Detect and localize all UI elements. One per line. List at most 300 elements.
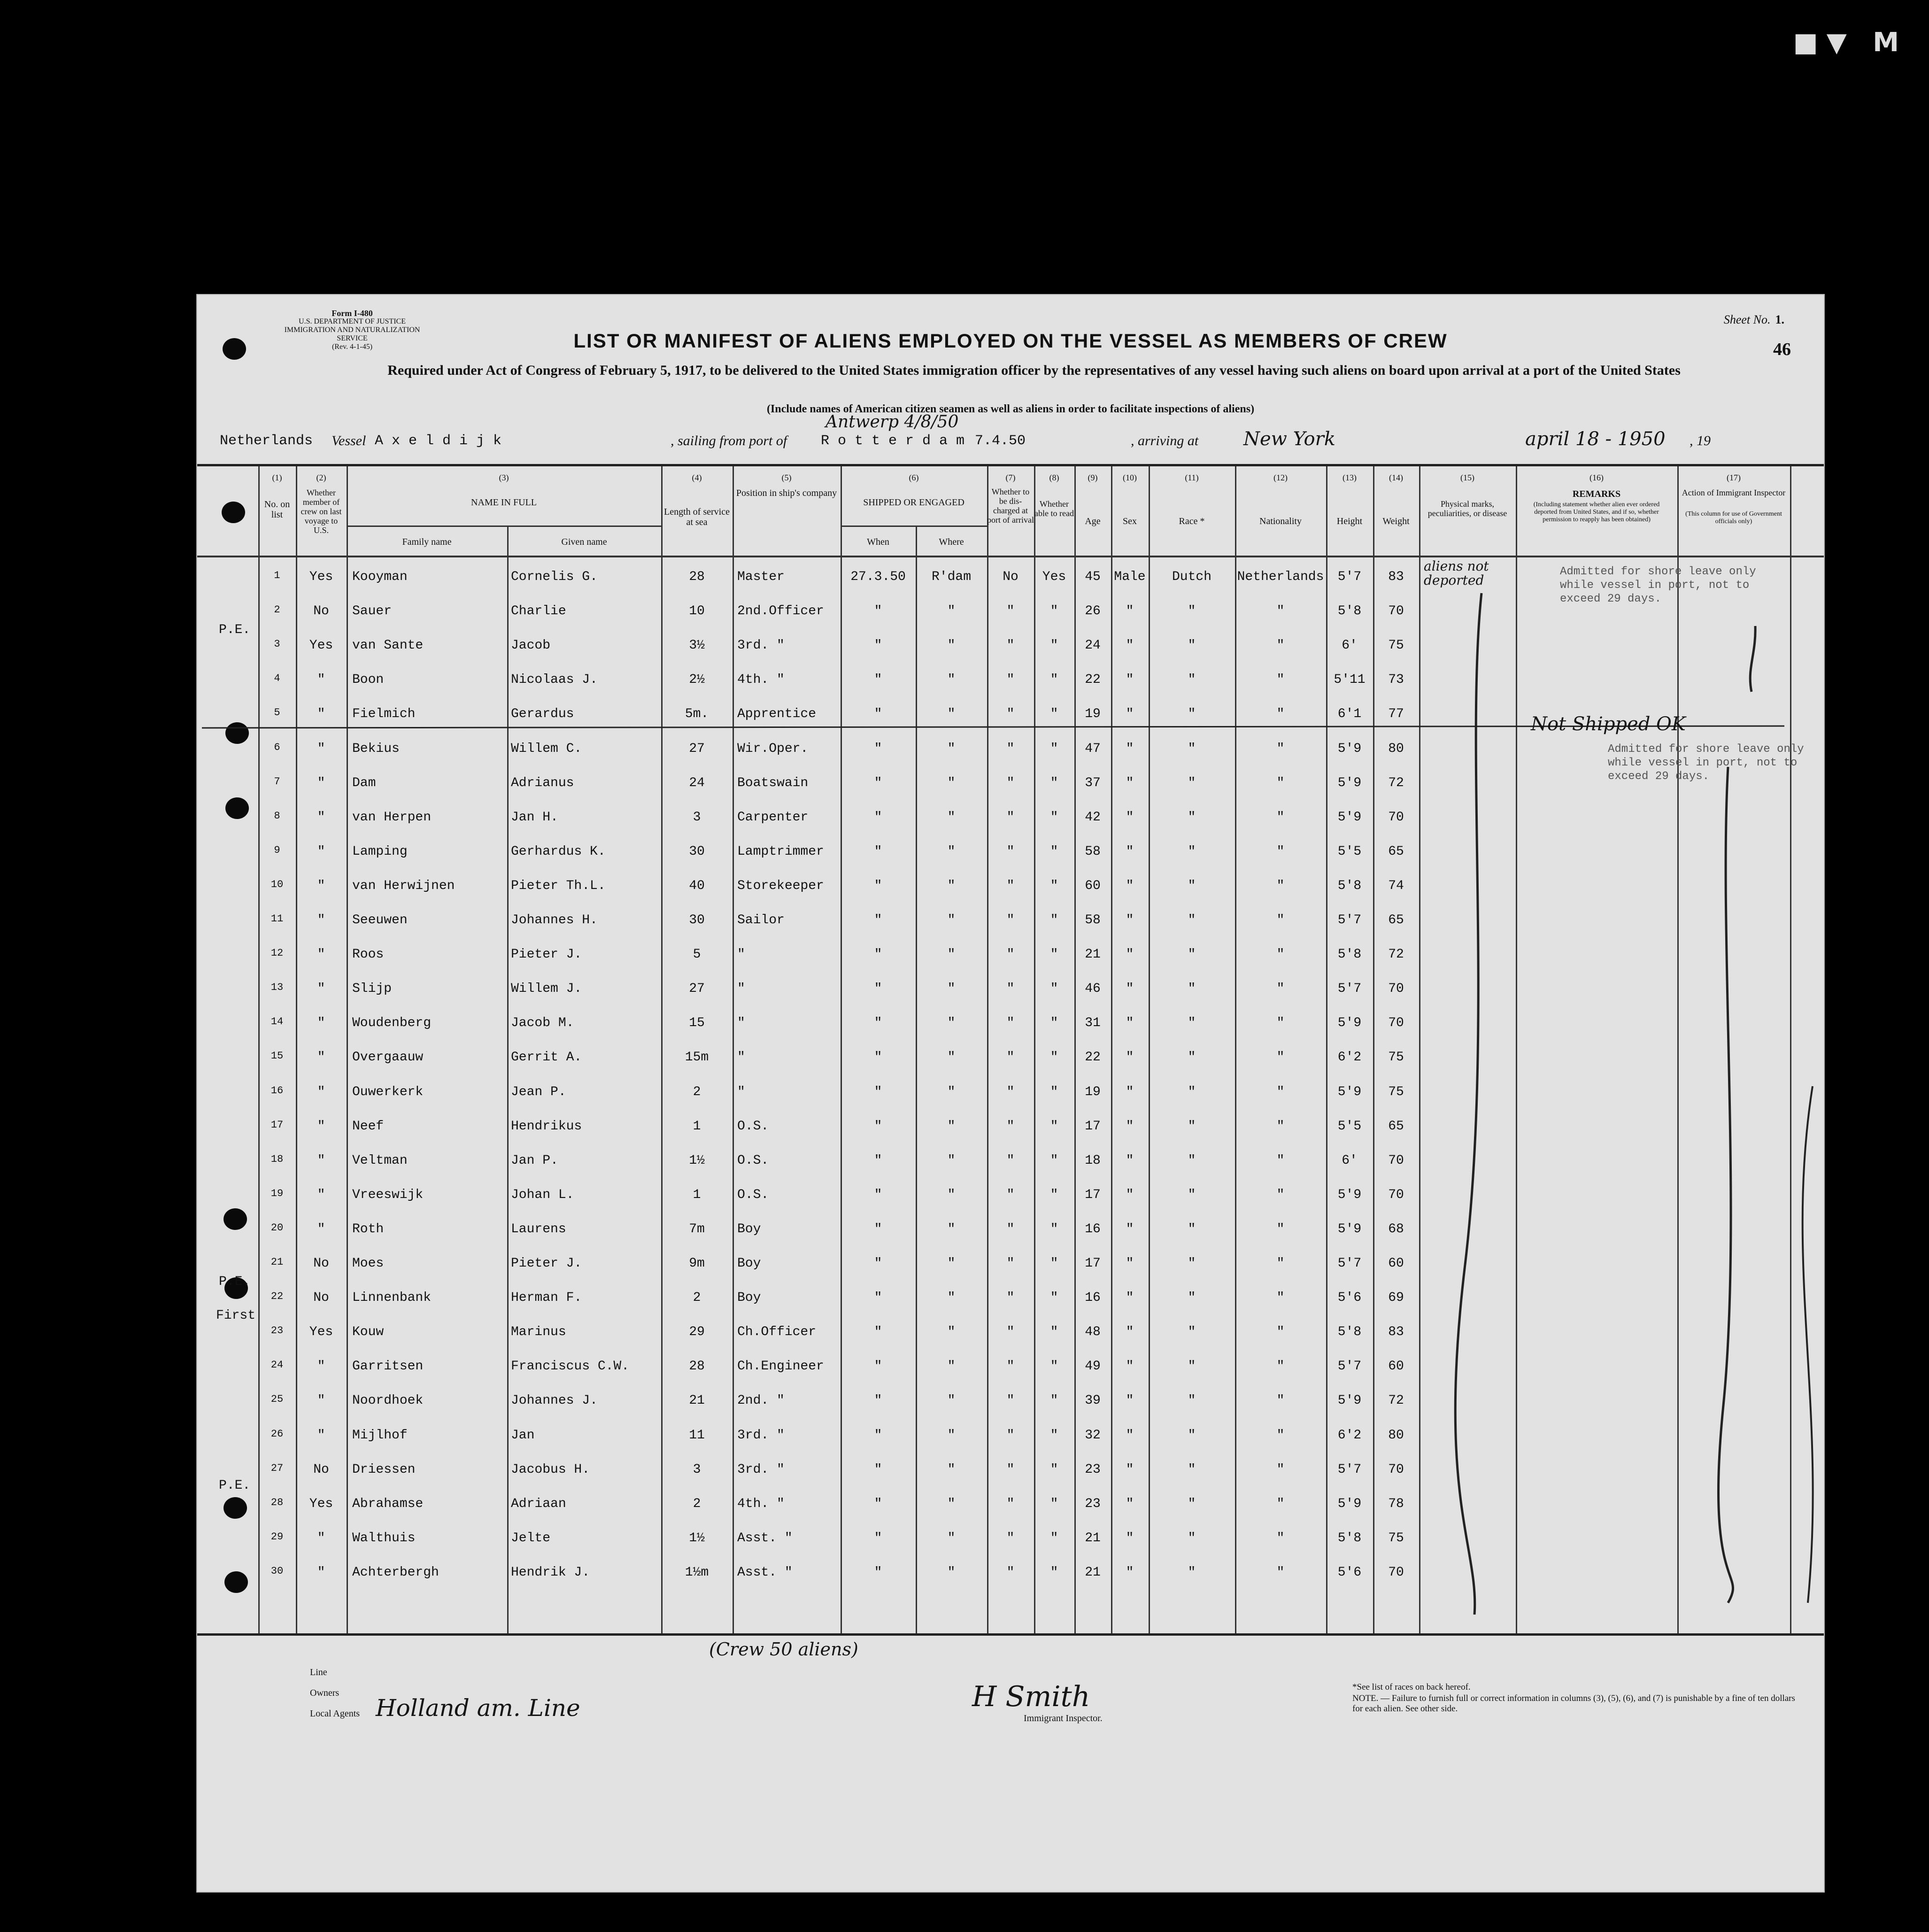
cell-given: Jacob: [511, 638, 551, 653]
cell-height: 5'9: [1337, 1496, 1362, 1511]
cell-sex: ": [1126, 1565, 1134, 1580]
cell-weight: 70: [1388, 1462, 1404, 1477]
cell-given: Gerhardus K.: [511, 844, 606, 859]
cell-service: 1½: [689, 1153, 705, 1168]
cell-nationality: ": [1276, 1428, 1285, 1443]
header-sex: Sex: [1123, 516, 1137, 526]
footer-races-note: *See list of races on back hereof.: [1352, 1682, 1471, 1692]
cell-race: ": [1188, 810, 1196, 825]
cell-service: 28: [689, 1359, 705, 1374]
cell-when: ": [874, 741, 882, 756]
cell-weight: 75: [1388, 638, 1404, 653]
cell-race: ": [1188, 878, 1196, 893]
cell-given: Jacob M.: [511, 1016, 574, 1031]
cell-member: ": [317, 913, 325, 927]
cell-service: 30: [689, 844, 705, 859]
cell-when: ": [874, 1291, 882, 1306]
header-nationality: Nationality: [1259, 516, 1302, 526]
cell-discharged: ": [1006, 844, 1015, 859]
cell-discharged: ": [1006, 1084, 1015, 1099]
cell-when: ": [874, 1530, 882, 1546]
handwritten-not-shipped: Not Shipped OK: [1531, 713, 1686, 735]
cell-no: 15: [270, 1050, 284, 1062]
cell-given: Jan H.: [511, 810, 558, 825]
cell-member: ": [317, 1359, 325, 1374]
cell-no: 24: [270, 1359, 284, 1371]
cell-no: 25: [270, 1393, 284, 1406]
cell-given: Hendrikus: [511, 1119, 582, 1134]
cell-read: ": [1050, 1187, 1058, 1202]
cell-race: ": [1188, 1325, 1196, 1340]
cell-sex: ": [1126, 1050, 1134, 1065]
header-action-note: (This column for use of Government officials only): [1685, 510, 1782, 525]
cell-where: ": [947, 604, 956, 619]
cell-height: 5'6: [1337, 1565, 1362, 1580]
cell-race: ": [1188, 1050, 1196, 1065]
cell-member: ": [317, 775, 325, 790]
form-service: IMMIGRATION AND NATURALIZATION SERVICE: [284, 326, 420, 342]
cell-discharged: ": [1006, 1565, 1015, 1580]
cell-height: 5'7: [1337, 1256, 1362, 1271]
cell-weight: 69: [1388, 1291, 1404, 1306]
cell-height: 5'9: [1337, 775, 1362, 790]
cell-where: ": [947, 844, 956, 859]
cell-no: 28: [270, 1496, 284, 1508]
cell-read: ": [1050, 1428, 1058, 1443]
cell-service: 10: [689, 604, 705, 619]
cell-family: Roos: [352, 947, 384, 962]
cell-service: 1½m: [685, 1565, 709, 1580]
cell-read: ": [1050, 741, 1058, 756]
col-number: (10): [1123, 473, 1137, 482]
cell-member: Yes: [309, 1496, 333, 1511]
handwritten-local-agent: Holland am. Line: [376, 1694, 580, 1722]
cell-service: 2: [693, 1291, 701, 1306]
cell-weight: 70: [1388, 1153, 1404, 1168]
cell-nationality: ": [1276, 1221, 1285, 1236]
cell-sex: ": [1126, 1359, 1134, 1374]
cell-where: ": [947, 1428, 956, 1443]
cell-height: 5'9: [1337, 1016, 1362, 1031]
cell-no: 18: [270, 1153, 284, 1165]
cell-no: 27: [270, 1462, 284, 1474]
cell-service: 7m: [689, 1221, 705, 1236]
cell-height: 5'9: [1337, 810, 1362, 825]
cell-weight: 72: [1388, 1393, 1404, 1408]
cell-given: Gerardus: [511, 707, 574, 722]
cell-read: ": [1050, 1462, 1058, 1477]
cell-family: Achterbergh: [352, 1565, 439, 1580]
cell-service: 21: [689, 1393, 705, 1408]
cell-weight: 70: [1388, 1187, 1404, 1202]
cell-read: ": [1050, 672, 1058, 688]
cell-where: ": [947, 947, 956, 962]
cell-nationality: ": [1276, 1462, 1285, 1477]
cell-member: ": [317, 1428, 325, 1443]
cell-given: Pieter Th.L.: [511, 878, 606, 893]
cell-race: ": [1188, 1462, 1196, 1477]
cell-family: Driessen: [352, 1462, 416, 1477]
cell-age: 42: [1085, 810, 1101, 825]
cell-read: ": [1050, 1221, 1058, 1236]
cell-service: 3: [693, 810, 701, 825]
cell-height: 5'7: [1337, 1359, 1362, 1374]
cell-given: Adrianus: [511, 775, 574, 790]
cell-age: 58: [1085, 844, 1101, 859]
cell-race: ": [1188, 604, 1196, 619]
cell-where: ": [947, 1291, 956, 1306]
cell-age: 22: [1085, 672, 1101, 688]
cell-service: 15: [689, 1016, 705, 1031]
col-number: (3): [499, 473, 509, 482]
handwritten-strokes: [197, 466, 1824, 1633]
cell-height: 5'7: [1337, 913, 1362, 927]
header-when: When: [867, 537, 889, 547]
cell-race: ": [1188, 1119, 1196, 1134]
header-length-of-service: Length of service at sea: [664, 507, 730, 527]
cell-race: Dutch: [1172, 570, 1211, 584]
remark-shore-leave-2: Admitted for shore leave only while vessel in port, not to exceed 29 days.: [1608, 743, 1804, 783]
cell-weight: 60: [1388, 1359, 1404, 1374]
cell-where: R'dam: [931, 570, 971, 584]
cell-family: van Herwijnen: [352, 878, 455, 893]
cell-age: 60: [1085, 878, 1101, 893]
col-number: (13): [1343, 473, 1357, 482]
cell-height: 5'9: [1337, 1084, 1362, 1099]
cell-member: ": [317, 878, 325, 893]
header-where: Where: [939, 537, 964, 547]
cell-nationality: ": [1276, 1325, 1285, 1340]
cell-sex: ": [1126, 878, 1134, 893]
cell-position: Asst. ": [737, 1565, 793, 1580]
cell-service: 24: [689, 775, 705, 790]
cell-read: ": [1050, 981, 1058, 997]
cell-member: Yes: [309, 638, 333, 653]
sailing-label: , sailing from port of: [671, 433, 787, 448]
cell-member: ": [317, 947, 325, 962]
cell-where: ": [947, 1496, 956, 1511]
cell-age: 17: [1085, 1119, 1101, 1134]
cell-age: 16: [1085, 1221, 1101, 1236]
cell-nationality: ": [1276, 1050, 1285, 1065]
cell-discharged: ": [1006, 913, 1015, 927]
cell-age: 49: [1085, 1359, 1101, 1374]
cell-nationality: ": [1276, 1359, 1285, 1374]
cell-height: 5'5: [1337, 844, 1362, 859]
cell-race: ": [1188, 913, 1196, 927]
cell-race: ": [1188, 1291, 1196, 1306]
cell-where: ": [947, 1359, 956, 1374]
cell-race: ": [1188, 1187, 1196, 1202]
cell-height: 5'8: [1337, 1325, 1362, 1340]
cell-service: 2: [693, 1496, 701, 1511]
cell-nationality: ": [1276, 604, 1285, 619]
cell-discharged: ": [1006, 1393, 1015, 1408]
cell-where: ": [947, 913, 956, 927]
margin-note-pe: P.E.: [219, 1275, 251, 1289]
cell-given: Pieter J.: [511, 1256, 582, 1271]
handwritten-port: Antwerp 4/8/50: [826, 412, 959, 432]
cell-given: Jan P.: [511, 1153, 558, 1168]
cell-when: ": [874, 1496, 882, 1511]
cell-sex: ": [1126, 672, 1134, 688]
cell-sex: ": [1126, 1119, 1134, 1134]
cell-race: ": [1188, 1393, 1196, 1408]
vessel-label: Vessel: [332, 433, 366, 448]
cell-discharged: ": [1006, 1462, 1015, 1477]
vessel-name: A x e l d i j k: [375, 433, 502, 449]
cell-service: 1: [693, 1119, 701, 1134]
cell-age: 21: [1085, 947, 1101, 962]
cell-read: ": [1050, 707, 1058, 722]
cell-position: Master: [737, 570, 785, 584]
cell-weight: 70: [1388, 810, 1404, 825]
cell-weight: 70: [1388, 981, 1404, 997]
cell-when: ": [874, 1462, 882, 1477]
cell-family: Abrahamse: [352, 1496, 424, 1511]
cell-no: 5: [274, 707, 280, 719]
handwritten-crew-count: (Crew 50 aliens): [709, 1639, 858, 1660]
cell-service: 40: [689, 878, 705, 893]
cell-family: Garritsen: [352, 1359, 424, 1374]
cell-race: ": [1188, 947, 1196, 962]
cell-discharged: ": [1006, 981, 1015, 997]
cell-height: 5'7: [1337, 981, 1362, 997]
cell-service: 29: [689, 1325, 705, 1340]
header-shipped-engaged: SHIPPED OR ENGAGED: [863, 497, 964, 508]
cell-age: 47: [1085, 741, 1101, 756]
header-remarks: REMARKS: [1572, 489, 1621, 499]
header-family-name: Family name: [402, 537, 452, 547]
cell-height: 5'6: [1337, 1291, 1362, 1306]
cell-read: ": [1050, 1325, 1058, 1340]
col-number: (8): [1049, 473, 1059, 482]
cell-given: Hendrik J.: [511, 1565, 590, 1580]
manifest-subtitle: Required under Act of Congress of February 5, 1917, to be delivered to the United States immigration officer by the representatives of any vessel having such aliens on board upon arrival at a port of the United States: [387, 363, 1681, 378]
cell-read: ": [1050, 1530, 1058, 1546]
cell-no: 10: [270, 878, 284, 890]
form-number: Form I-480: [332, 309, 373, 318]
cell-family: Boon: [352, 672, 384, 688]
cell-when: ": [874, 1084, 882, 1099]
form-department: U.S. DEPARTMENT OF JUSTICE: [299, 317, 406, 325]
cell-read: ": [1050, 1119, 1058, 1134]
cell-height: 5'7: [1337, 570, 1362, 584]
header-height: Height: [1336, 516, 1363, 526]
cell-position: 3rd. ": [737, 638, 785, 653]
cell-sex: ": [1126, 810, 1134, 825]
cell-height: 5'7: [1337, 1462, 1362, 1477]
cell-age: 48: [1085, 1325, 1101, 1340]
col-number: (1): [272, 473, 282, 482]
cell-discharged: ": [1006, 1153, 1015, 1168]
cell-nationality: ": [1276, 1565, 1285, 1580]
cell-when: ": [874, 810, 882, 825]
cell-height: 5'5: [1337, 1119, 1362, 1134]
cell-given: Gerrit A.: [511, 1050, 582, 1065]
cell-read: ": [1050, 1496, 1058, 1511]
cell-discharged: ": [1006, 1359, 1015, 1374]
cell-race: ": [1188, 1496, 1196, 1511]
cell-discharged: ": [1006, 707, 1015, 722]
cell-no: 1: [274, 570, 280, 581]
cell-sex: ": [1126, 844, 1134, 859]
col-number: (9): [1088, 473, 1098, 482]
cell-position: Ch.Engineer: [737, 1359, 824, 1374]
cell-where: ": [947, 707, 956, 722]
cell-age: 31: [1085, 1016, 1101, 1031]
cell-height: 5'8: [1337, 604, 1362, 619]
cell-no: 12: [270, 947, 284, 959]
cell-read: ": [1050, 775, 1058, 790]
cell-weight: 75: [1388, 1084, 1404, 1099]
cell-when: ": [874, 947, 882, 962]
cell-sex: ": [1126, 1291, 1134, 1306]
cell-when: ": [874, 707, 882, 722]
cell-weight: 65: [1388, 913, 1404, 927]
cell-family: Dam: [352, 775, 376, 790]
col-number: (7): [1005, 473, 1016, 482]
cell-age: 18: [1085, 1153, 1101, 1168]
cell-height: 6'1: [1337, 707, 1362, 722]
cell-sex: ": [1126, 981, 1134, 997]
cell-read: ": [1050, 1153, 1058, 1168]
col-number: (11): [1185, 473, 1199, 482]
cell-no: 14: [270, 1016, 284, 1028]
col-number: (15): [1460, 473, 1474, 482]
cell-age: 58: [1085, 913, 1101, 927]
cell-family: Woudenberg: [352, 1016, 432, 1031]
cell-position: ": [737, 981, 745, 997]
cell-discharged: ": [1006, 604, 1015, 619]
header-position: Position in ship's company: [736, 488, 837, 498]
cell-member: ": [317, 1221, 325, 1236]
cell-member: No: [313, 1291, 329, 1306]
cell-discharged: ": [1006, 1221, 1015, 1236]
footer-agents-label: Local Agents: [310, 1708, 360, 1719]
cell-race: ": [1188, 844, 1196, 859]
cell-where: ": [947, 1084, 956, 1099]
cell-where: ": [947, 810, 956, 825]
cell-family: Mijlhof: [352, 1428, 408, 1443]
cell-weight: 70: [1388, 1565, 1404, 1580]
cell-given: Johan L.: [511, 1187, 574, 1202]
header-remarks-note: (Including statement whether alien ever ordered deported from United States, and if so, whether permission to reapply has been obtained): [1533, 501, 1660, 523]
cell-family: Moes: [352, 1256, 384, 1271]
header-no-on-list: No. on list: [264, 499, 290, 520]
cell-family: Bekius: [352, 741, 400, 756]
cell-where: ": [947, 1462, 956, 1477]
cell-family: Slijp: [352, 981, 392, 997]
cell-family: Vreeswijk: [352, 1187, 424, 1202]
cell-nationality: ": [1276, 844, 1285, 859]
cell-discharged: ": [1006, 1291, 1015, 1306]
cell-given: Willem C.: [511, 741, 582, 756]
header-name-in-full: NAME IN FULL: [471, 497, 537, 508]
cell-member: ": [317, 810, 325, 825]
cell-when: ": [874, 775, 882, 790]
cell-member: ": [317, 1016, 325, 1031]
cell-position: Boatswain: [737, 775, 809, 790]
header-given-name: Given name: [561, 537, 607, 547]
cell-where: ": [947, 775, 956, 790]
cell-no: 29: [270, 1530, 284, 1543]
cell-no: 16: [270, 1084, 284, 1097]
cell-family: Sauer: [352, 604, 392, 619]
col-number: (2): [316, 473, 326, 482]
cell-nationality: ": [1276, 741, 1285, 756]
cell-nationality: ": [1276, 775, 1285, 790]
cell-family: Veltman: [352, 1153, 408, 1168]
cell-family: Lamping: [352, 844, 408, 859]
cell-no: 6: [274, 741, 280, 753]
cell-given: Johannes J.: [511, 1393, 598, 1408]
cell-nationality: ": [1276, 1530, 1285, 1546]
cell-weight: 75: [1388, 1530, 1404, 1546]
cell-where: ": [947, 1565, 956, 1580]
cell-no: 21: [270, 1256, 284, 1268]
cell-nationality: ": [1276, 1393, 1285, 1408]
cell-member: ": [317, 1084, 325, 1099]
cell-no: 8: [274, 810, 280, 822]
cell-service: 2½: [689, 672, 705, 688]
cell-position: 3rd. ": [737, 1428, 785, 1443]
cell-weight: 75: [1388, 1050, 1404, 1065]
cell-discharged: ": [1006, 810, 1015, 825]
remark-shore-leave-1: Admitted for shore leave only while vessel in port, not to exceed 29 days.: [1560, 565, 1756, 605]
cell-sex: ": [1126, 1221, 1134, 1236]
inspector-signature: H Smith: [972, 1680, 1090, 1713]
cell-position: Boy: [737, 1291, 761, 1306]
cell-member: ": [317, 1530, 325, 1546]
cell-given: Charlie: [511, 604, 566, 619]
cell-family: Kooyman: [352, 570, 408, 584]
cell-read: ": [1050, 1291, 1058, 1306]
cell-service: 9m: [689, 1256, 705, 1271]
cell-given: Jean P.: [511, 1084, 566, 1099]
cell-when: ": [874, 1153, 882, 1168]
cell-given: Adriaan: [511, 1496, 566, 1511]
cell-position: ": [737, 1084, 745, 1099]
cell-discharged: ": [1006, 672, 1015, 688]
cell-discharged: No: [1003, 570, 1019, 584]
cell-weight: 80: [1388, 1428, 1404, 1443]
header-action: Action of Immigrant Inspector: [1682, 488, 1786, 497]
cell-sex: ": [1126, 1462, 1134, 1477]
cell-when: ": [874, 1428, 882, 1443]
cell-position: Wir.Oper.: [737, 741, 809, 756]
cell-when: ": [874, 981, 882, 997]
cell-where: ": [947, 1153, 956, 1168]
cell-read: Yes: [1042, 570, 1066, 584]
cell-weight: 70: [1388, 604, 1404, 619]
sailing-date: 7.4.50: [975, 433, 1026, 449]
cell-no: 9: [274, 844, 280, 856]
cell-weight: 72: [1388, 947, 1404, 962]
cell-service: 1: [693, 1187, 701, 1202]
cell-when: ": [874, 1119, 882, 1134]
cell-no: 20: [270, 1221, 284, 1234]
cell-service: 15m: [685, 1050, 709, 1065]
cell-where: ": [947, 672, 956, 688]
cell-no: 7: [274, 775, 280, 788]
cell-sex: ": [1126, 741, 1134, 756]
col-number: (4): [692, 473, 702, 482]
cell-age: 19: [1085, 707, 1101, 722]
cell-weight: 80: [1388, 741, 1404, 756]
col-number: (5): [781, 473, 792, 482]
cell-where: ": [947, 1530, 956, 1546]
